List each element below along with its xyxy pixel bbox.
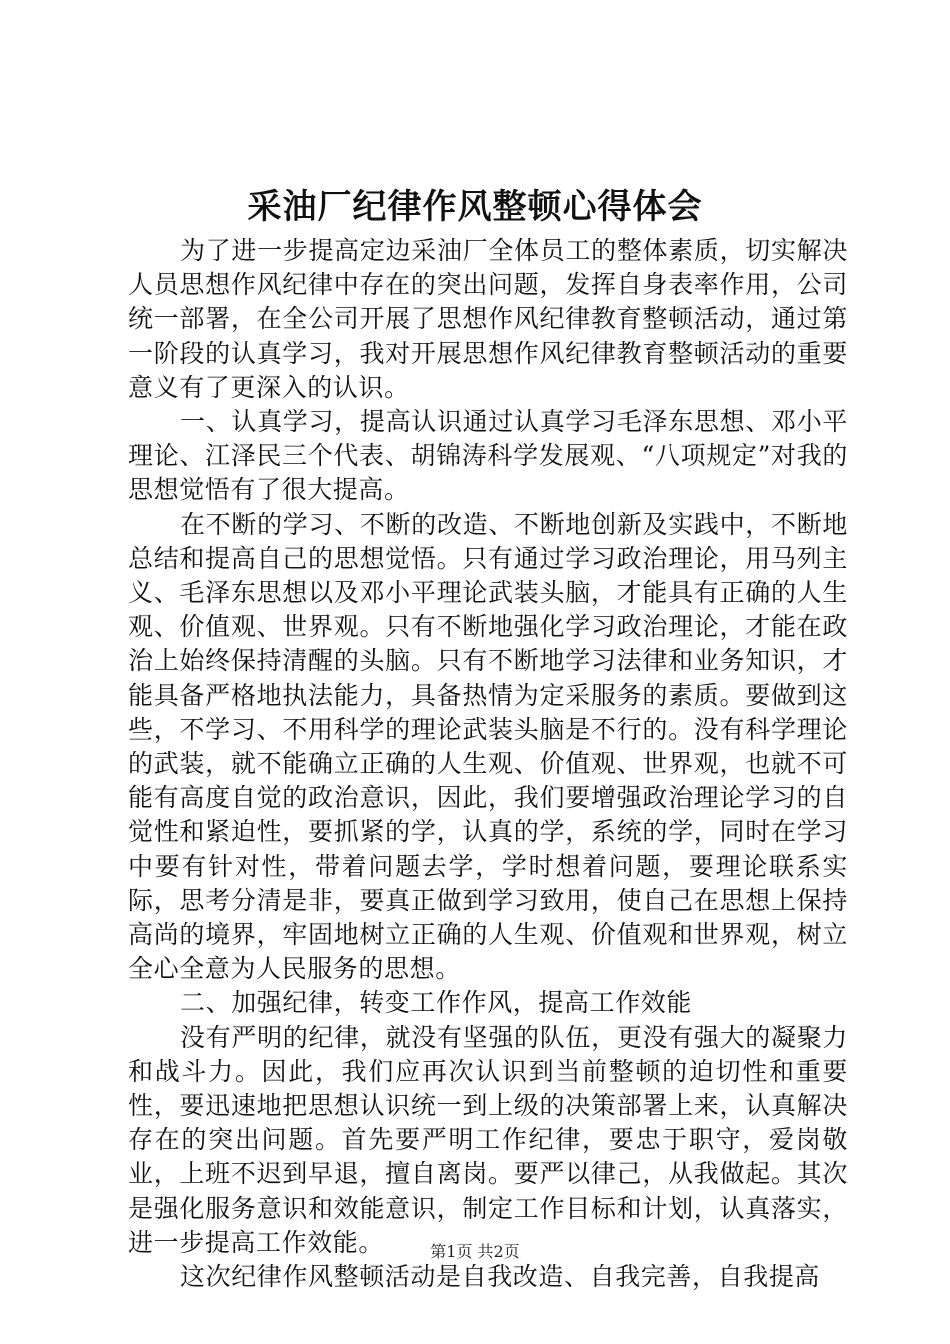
document-body xyxy=(128,234,848,1294)
paragraph-intro: 为了进一步提高定边采油厂全体员工的整体素质，切实解决人员思想作风纪律中存在的突出问题，发挥自身表率作用，公司统一部署，在全公司开展了思想作风纪律教育整顿活动，通过第一阶段的认真学习，我对开展思想作风纪律教育整顿活动的重要意义有了更深入的认识。 xyxy=(128,236,848,402)
paragraph-discipline: 没有严明的纪律，就没有坚强的队伍，更没有强大的凝聚力和战斗力。因此，我们应再次认识到当前整顿的迫切性和重要性，要迅速地把思想认识统一到上级的决策部署上来，认真解决存在的突出问题。首先要严明工作纪律，要忠于职守，爱岗敬业，上班不迟到早退，擅自离岗。要严以律己，从我做起。其次是强化服务意识和效能意识，制定工作目标和计划，认真落实，进一步提高工作效能。 xyxy=(128,1022,848,1257)
paragraph-section-one: 一、认真学习，提高认识通过认真学习毛泽东思想、邓小平理论、江泽民三个代表、胡锦涛科学发展观、“八项规定”对我的思想觉悟有了很大提高。 xyxy=(128,407,848,505)
paragraph-section-two-heading: 二、加强纪律，转变工作作风，提高工作效能 xyxy=(180,988,693,1018)
paragraph-study: 在不断的学习、不断的改造、不断地创新及实践中，不断地总结和提高自己的思想觉悟。只有通过学习政治理论，用马列主义、毛泽东思想以及邓小平理论武装头脑，才能具有正确的人生观、价值观、世界观。只有不断地强化学习政治理论，才能在政治上始终保持清醒的头脑。只有不断地学习法律和业务知识，才能具备严格地执法能力，具备热情为定采服务的素质。要做到这些，不学习、不用科学的理论武装头脑是不行的。没有科学理论的武装，就不能确立正确的人生观、价值观、世界观，也就不可能有高度自觉的政治意识，因此，我们要增强政治理论学习的自觉性和紧迫性，要抓紧的学，认真的学，系统的学，同时在学习中要有针对性，带着问题去学，学时想着问题，要理论联系实际，思考分清是非，要真正做到学习致用，使自己在思想上保持高尚的境界，牢固地树立正确的人生观、价值观和世界观，树立全心全意为人民服务的思想。 xyxy=(128,509,848,984)
paragraph-conclusion: 这次纪律作风整顿活动是自我改造、自我完善，自我提高 xyxy=(180,1262,821,1292)
document-title: 采油厂纪律作风整顿心得体会 xyxy=(247,187,703,227)
page-number: 第1页 共2页 xyxy=(430,1242,520,1261)
